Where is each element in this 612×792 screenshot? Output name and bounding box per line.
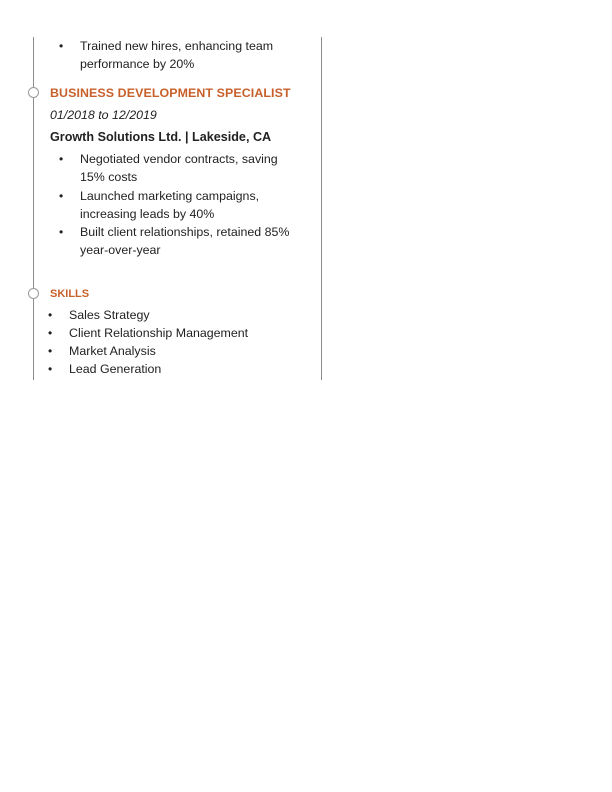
skills-heading: SKILLS bbox=[50, 288, 90, 300]
skill-item: Market Analysis bbox=[69, 344, 156, 358]
skill-item: Sales Strategy bbox=[69, 308, 150, 322]
timeline-circle-icon bbox=[28, 288, 39, 299]
skill-item: Lead Generation bbox=[69, 362, 162, 376]
bullet-icon: • bbox=[59, 225, 64, 239]
bullet-text: year-over-year bbox=[80, 243, 161, 257]
bullet-text: Built client relationships, retained 85% bbox=[80, 225, 290, 239]
job-dates: 01/2018 to 12/2019 bbox=[50, 108, 157, 122]
bullet-text: Launched marketing campaigns, bbox=[80, 189, 260, 203]
bullet-text: 15% costs bbox=[80, 170, 138, 184]
job-company: Growth Solutions Ltd. | Lakeside, CA bbox=[50, 130, 272, 144]
bullet-icon: • bbox=[48, 326, 53, 340]
bullet-icon: • bbox=[48, 344, 53, 358]
bullet-icon: • bbox=[59, 39, 64, 53]
bullet-text: increasing leads by 40% bbox=[80, 207, 215, 221]
bullet-icon: • bbox=[48, 362, 53, 376]
bullet-icon: • bbox=[59, 152, 64, 166]
job-title: BUSINESS DEVELOPMENT SPECIALIST bbox=[50, 86, 291, 100]
bullet-text: Negotiated vendor contracts, saving bbox=[80, 152, 278, 166]
timeline-circle-icon bbox=[28, 87, 39, 98]
bullet-text: Trained new hires, enhancing team bbox=[80, 39, 274, 53]
bullet-text: performance by 20% bbox=[80, 57, 195, 71]
bullet-icon: • bbox=[59, 189, 64, 203]
bullet-icon: • bbox=[48, 308, 53, 322]
column-divider bbox=[321, 37, 322, 380]
skill-item: Client Relationship Management bbox=[69, 326, 249, 340]
